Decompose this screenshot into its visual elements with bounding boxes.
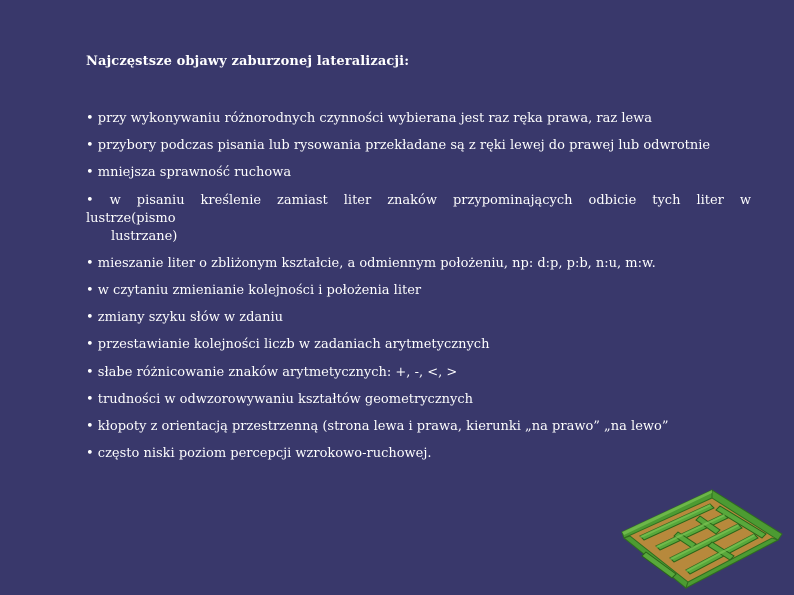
list-item-continuation: lustrzane): [111, 228, 178, 244]
list-item: • przy wykonywaniu różnorodnych czynności wybierana jest raz ręka prawa, raz lewa: [86, 111, 653, 126]
list-item: [86, 192, 751, 246]
list-item: • kłopoty z orientacją przestrzenną (strona lewa i prawa, kierunki „na prawo” „na lewo”: [86, 418, 669, 434]
list-item: • mieszanie liter o zbliżonym kształcie, a odmiennym położeniu, np: d:p, p:b, n:u, m:w.: [86, 255, 656, 271]
list-item: • w czytaniu zmienianie kolejności i położenia liter: [86, 282, 422, 298]
list-item: • przybory podczas pisania lub rysowania przekładane są z ręki lewej do prawej lub odwrotnie: [86, 138, 711, 154]
list-item: • słabe różnicowanie znaków arytmetycznych: +, -, <, >: [86, 364, 458, 380]
hedge-maze-icon: [616, 486, 786, 590]
list-item: • często niski poziom percepcji wzrokowo-ruchowej.: [86, 446, 432, 462]
list-item: • trudności w odwzorowywaniu kształtów geometrycznych: [86, 391, 474, 407]
list-item: • przestawianie kolejności liczb w zadaniach arytmetycznych: [86, 337, 490, 353]
slide-title: Najczęstsze objawy zaburzonej lateralizacji:: [86, 54, 410, 69]
list-item: • zmiany szyku słów w zdaniu: [86, 310, 284, 326]
list-item-line: • w pisaniu kreślenie zamiast liter znaków przypominających odbicie tych liter w lustrze(pismo: [86, 192, 751, 226]
list-item: • mniejsza sprawność ruchowa: [86, 165, 292, 181]
symptom-list: [86, 110, 751, 472]
